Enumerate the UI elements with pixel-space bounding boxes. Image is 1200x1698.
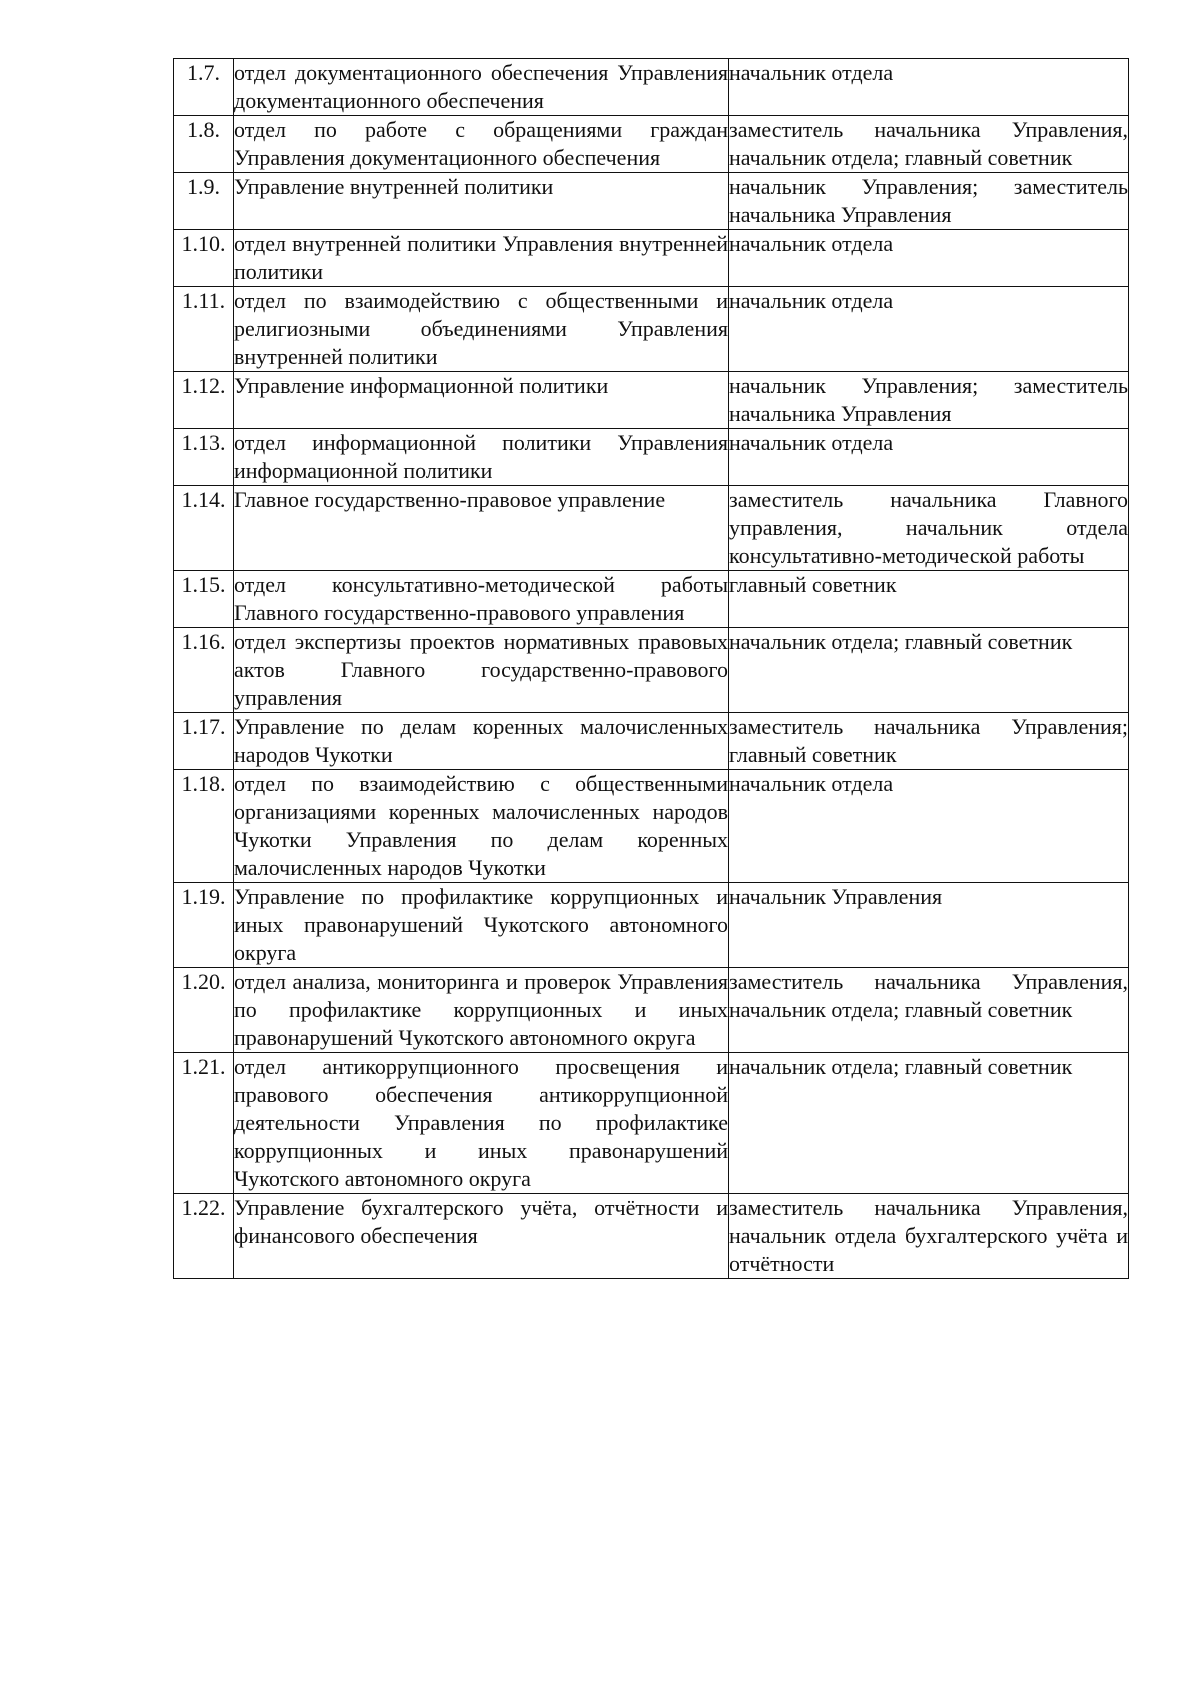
table-row: [174, 770, 1129, 883]
position-title: начальник отдела; главный советник: [729, 628, 1129, 713]
division-name: Главное государственно-правовое управление: [234, 486, 729, 571]
table-row: [174, 713, 1129, 770]
row-number: 1.12.: [174, 372, 234, 429]
division-name: отдел по взаимодействию с общественными и религиозными объединениями Управления внутренней политики: [234, 287, 729, 372]
row-number: 1.14.: [174, 486, 234, 571]
table-row: [174, 628, 1129, 713]
position-title: начальник отдела: [729, 429, 1129, 486]
division-name: Управление по профилактике коррупционных и иных правонарушений Чукотского автономного округа: [234, 883, 729, 968]
row-number: 1.15.: [174, 571, 234, 628]
position-title: главный советник: [729, 571, 1129, 628]
table-row: [174, 486, 1129, 571]
row-number: 1.17.: [174, 713, 234, 770]
row-number: 1.19.: [174, 883, 234, 968]
division-name: Управление информационной политики: [234, 372, 729, 429]
division-name: Управление по делам коренных малочисленных народов Чукотки: [234, 713, 729, 770]
table-row: [174, 287, 1129, 372]
position-title: начальник отдела: [729, 230, 1129, 287]
position-title: заместитель начальника Управления; главный советник: [729, 713, 1129, 770]
table-row: [174, 571, 1129, 628]
division-name: отдел консультативно-методической работы Главного государственно-правового управления: [234, 571, 729, 628]
row-number: 1.9.: [174, 173, 234, 230]
row-number: 1.20.: [174, 968, 234, 1053]
table-row: [174, 429, 1129, 486]
position-title: начальник отдела: [729, 59, 1129, 116]
division-name: Управление внутренней политики: [234, 173, 729, 230]
row-number: 1.16.: [174, 628, 234, 713]
row-number: 1.18.: [174, 770, 234, 883]
table-row: [174, 1053, 1129, 1194]
position-title: заместитель начальника Главного управления, начальник отдела консультативно-методической работы: [729, 486, 1129, 571]
row-number: 1.11.: [174, 287, 234, 372]
table-row: [174, 116, 1129, 173]
division-name: отдел экспертизы проектов нормативных правовых актов Главного государственно-правового управления: [234, 628, 729, 713]
position-title: начальник Управления; заместитель начальника Управления: [729, 372, 1129, 429]
division-name: отдел анализа, мониторинга и проверок Управления по профилактике коррупционных и иных правонарушений Чукотского автономного округа: [234, 968, 729, 1053]
position-title: заместитель начальника Управления, начальник отдела; главный советник: [729, 968, 1129, 1053]
division-name: отдел внутренней политики Управления внутренней политики: [234, 230, 729, 287]
table-row: [174, 1194, 1129, 1279]
row-number: 1.21.: [174, 1053, 234, 1194]
position-title: начальник Управления; заместитель начальника Управления: [729, 173, 1129, 230]
row-number: 1.7.: [174, 59, 234, 116]
table-row: [174, 968, 1129, 1053]
row-number: 1.13.: [174, 429, 234, 486]
division-name: отдел информационной политики Управления информационной политики: [234, 429, 729, 486]
division-name: отдел антикоррупционного просвещения и правового обеспечения антикоррупционной деятельности Управления по профилактике коррупционных и иных правонарушений Чукотского автономного округа: [234, 1053, 729, 1194]
division-name: Управление бухгалтерского учёта, отчётности и финансового обеспечения: [234, 1194, 729, 1279]
division-name: отдел документационного обеспечения Управления документационного обеспечения: [234, 59, 729, 116]
position-title: начальник Управления: [729, 883, 1129, 968]
position-title: начальник отдела; главный советник: [729, 1053, 1129, 1194]
positions-table: [173, 58, 1129, 1279]
position-title: заместитель начальника Управления, начальник отдела бухгалтерского учёта и отчётности: [729, 1194, 1129, 1279]
row-number: 1.10.: [174, 230, 234, 287]
table-row: [174, 59, 1129, 116]
division-name: отдел по взаимодействию с общественными организациями коренных малочисленных народов Чукотки Управления по делам коренных малочисленных народов Чукотки: [234, 770, 729, 883]
row-number: 1.8.: [174, 116, 234, 173]
table-row: [174, 883, 1129, 968]
division-name: отдел по работе с обращениями граждан Управления документационного обеспечения: [234, 116, 729, 173]
row-number: 1.22.: [174, 1194, 234, 1279]
table-row: [174, 372, 1129, 429]
position-title: начальник отдела: [729, 770, 1129, 883]
position-title: заместитель начальника Управления, начальник отдела; главный советник: [729, 116, 1129, 173]
table-row: [174, 173, 1129, 230]
table-row: [174, 230, 1129, 287]
position-title: начальник отдела: [729, 287, 1129, 372]
